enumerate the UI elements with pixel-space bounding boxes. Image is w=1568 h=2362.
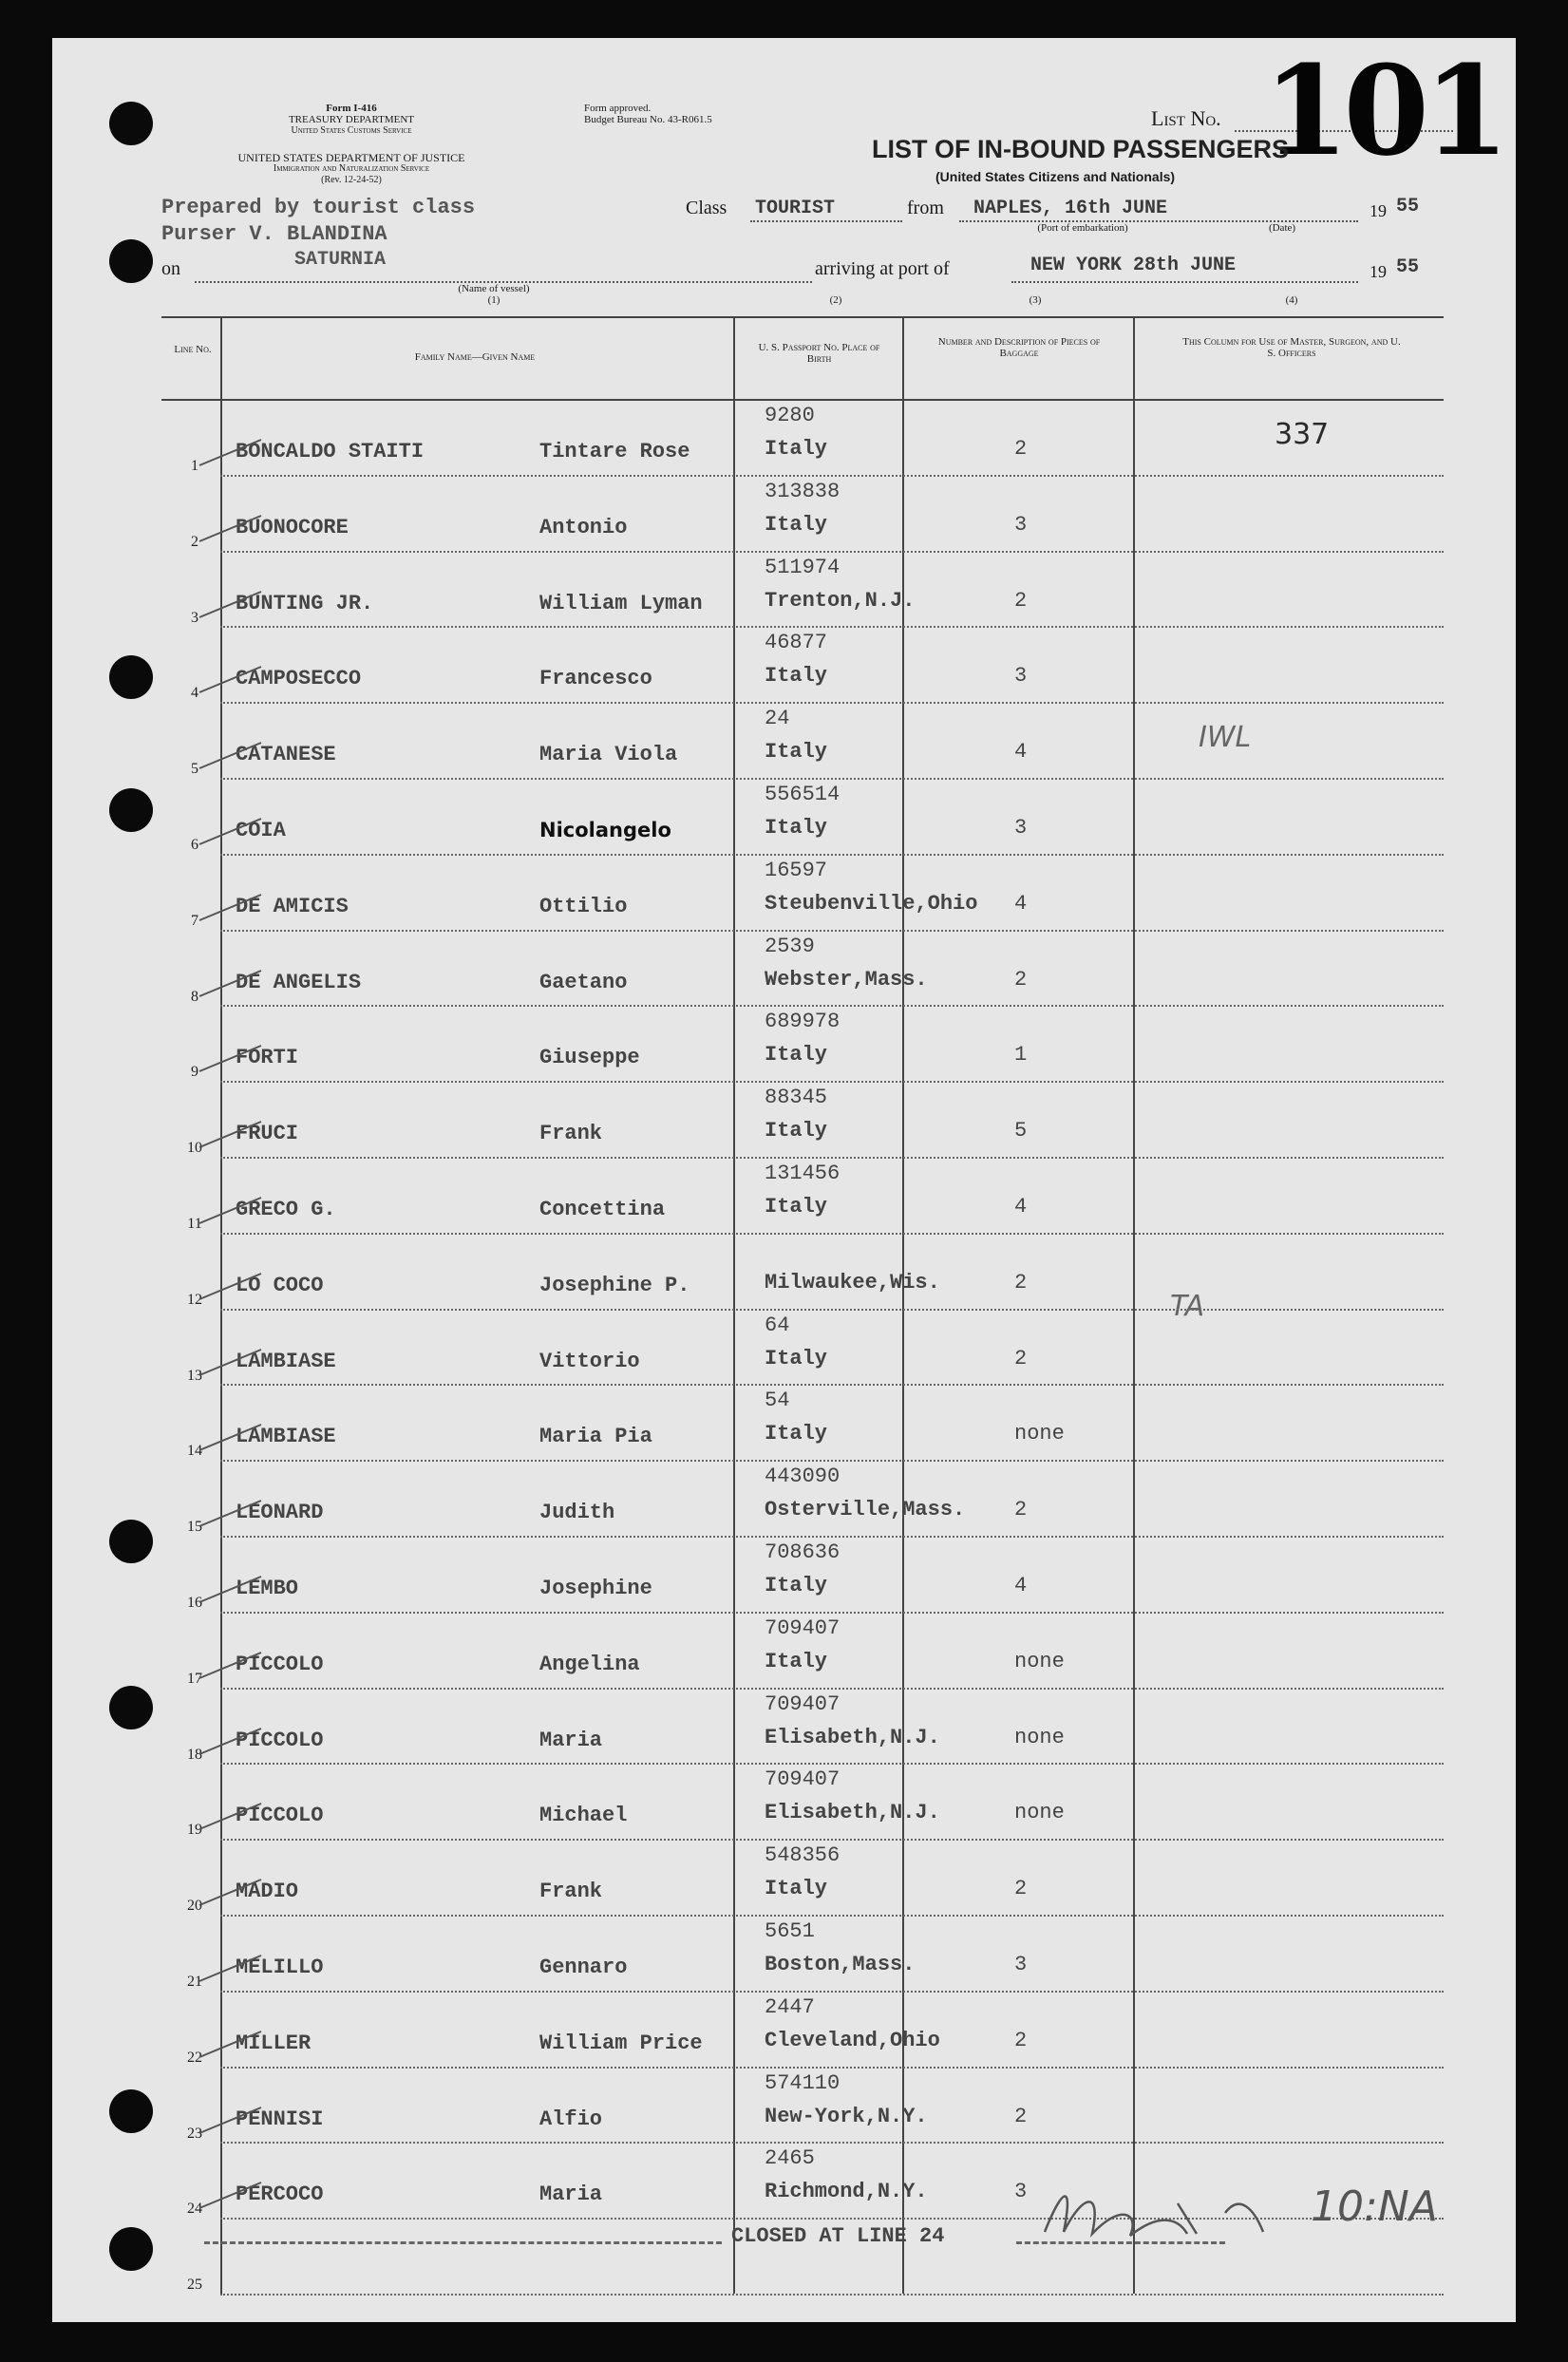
baggage-count: 3 [1014, 816, 1028, 840]
place-of-birth: Italy [765, 1119, 828, 1143]
row-separator [220, 1839, 1444, 1841]
family-name: LO COCO [236, 1274, 324, 1297]
baggage-count: 2 [1014, 1498, 1028, 1521]
purser-line: Purser V. BLANDINA [161, 222, 387, 246]
col-divider [1133, 316, 1135, 2294]
place-of-birth: Steubenville,Ohio [765, 892, 978, 916]
given-name: Judith [539, 1501, 615, 1524]
family-name: PICCOLO [236, 1653, 324, 1676]
place-of-birth: Italy [765, 664, 828, 688]
row-separator [220, 854, 1444, 856]
place-of-birth: Italy [765, 1195, 828, 1219]
check-mark-icon [195, 1038, 271, 1076]
binder-hole [109, 2227, 153, 2271]
row-separator [220, 626, 1444, 628]
given-name: Josephine P. [539, 1274, 690, 1297]
passport-number: 9280 [765, 404, 815, 427]
given-name: Maria [539, 2182, 603, 2206]
row-separator [220, 1915, 1444, 1917]
line-number: 23 [187, 2126, 202, 2142]
line-number: 3 [191, 610, 198, 626]
baggage-count: 1 [1014, 1043, 1028, 1067]
closing-rule-left [204, 2241, 722, 2244]
baggage-count: 3 [1014, 664, 1028, 688]
binder-hole [109, 2089, 153, 2133]
family-name: DE ANGELIS [236, 971, 362, 994]
place-of-birth: Italy [765, 1043, 828, 1067]
passport-number: 708636 [765, 1540, 841, 1564]
line-number: 25 [187, 2277, 202, 2293]
baggage-count: 4 [1014, 740, 1028, 764]
place-of-birth: Italy [765, 816, 828, 840]
binder-hole [109, 102, 153, 145]
page-title: LIST OF IN-BOUND PASSENGERS [872, 135, 1290, 163]
given-name: Josephine [539, 1577, 652, 1600]
place-of-birth: Milwaukee,Wis. [765, 1271, 940, 1294]
baggage-count: none [1014, 1422, 1065, 1446]
binder-hole [109, 1520, 153, 1563]
line-number: 21 [187, 1974, 202, 1990]
given-name: Maria Pia [539, 1425, 652, 1448]
department-block: UNITED STATES DEPARTMENT OF JUSTICE Immigration and Naturalization Service (Rev. 12-24-52) [237, 151, 465, 185]
vessel-caption: (Name of vessel) [458, 283, 530, 294]
given-name: Vittorio [539, 1350, 640, 1373]
passport-number: 709407 [765, 1767, 841, 1791]
closing-text: CLOSED AT LINE 24 [731, 2224, 945, 2248]
binder-hole [109, 788, 153, 832]
baggage-count: 2 [1014, 589, 1028, 613]
row-separator [220, 1991, 1444, 1993]
col-num-2: (2) [829, 294, 842, 306]
given-name: Angelina [539, 1653, 640, 1676]
line-number: 18 [187, 1747, 202, 1763]
row-separator [220, 930, 1444, 932]
place-of-birth: Italy [765, 1347, 828, 1370]
place-of-birth: Italy [765, 1574, 828, 1597]
passport-number: 131456 [765, 1162, 841, 1185]
approval-block: Form approved. Budget Bureau No. 43-R061.5 [584, 103, 712, 125]
baggage-count: 3 [1014, 1953, 1028, 1976]
check-mark-icon [195, 1417, 271, 1455]
baggage-count: 4 [1014, 1574, 1028, 1597]
class-label: Class [686, 198, 727, 218]
place-of-birth: Italy [765, 513, 828, 537]
line-number: 16 [187, 1595, 202, 1611]
given-name: William Lyman [539, 592, 703, 615]
row-separator [220, 1309, 1444, 1311]
place-of-birth: Italy [765, 1877, 828, 1900]
place-of-birth: Boston,Mass. [765, 1953, 916, 1976]
line-number: 15 [187, 1519, 202, 1535]
family-name: PENNISI [236, 2107, 324, 2131]
place-of-birth: Cleveland,Ohio [765, 2029, 940, 2052]
baggage-count: 2 [1014, 437, 1028, 461]
family-name: MILLER [236, 2031, 312, 2055]
year-label-2: 19 [1370, 262, 1387, 281]
baggage-count: 3 [1014, 513, 1028, 537]
line-number: 14 [187, 1443, 202, 1459]
check-mark-icon [195, 1493, 271, 1531]
given-name: Antonio [539, 516, 628, 539]
on-label: on [161, 258, 180, 279]
passport-number: 5651 [765, 1919, 815, 1943]
baggage-count: 2 [1014, 2105, 1028, 2128]
passport-number: 556514 [765, 783, 841, 806]
year-value-2: 55 [1396, 256, 1420, 278]
line-number: 22 [187, 2050, 202, 2066]
given-name: Francesco [539, 667, 652, 690]
col-divider [733, 316, 735, 2294]
table-top-border [161, 316, 1444, 318]
col-header-baggage: Number and Description of Pieces of Baggage [937, 336, 1101, 359]
row-separator [220, 1460, 1444, 1462]
line-number: 13 [187, 1368, 202, 1384]
given-name: Frank [539, 1122, 603, 1145]
list-no-label: List No. [1151, 106, 1221, 130]
check-mark-icon [195, 1872, 271, 1910]
line-number: 24 [187, 2201, 202, 2217]
vessel-value: SATURNIA [294, 249, 387, 271]
baggage-count: 4 [1014, 892, 1028, 916]
row-separator [220, 1688, 1444, 1690]
place-of-birth: Elisabeth,N.J. [765, 1801, 940, 1824]
baggage-count: 2 [1014, 1271, 1028, 1294]
place-of-birth: Trenton,N.J. [765, 589, 916, 613]
place-of-birth: New-York,N.Y. [765, 2105, 928, 2128]
from-label: from [907, 198, 944, 218]
prepared-by: Prepared by tourist class [161, 196, 476, 219]
line-number: 10 [187, 1140, 202, 1156]
check-mark-icon [195, 1796, 271, 1834]
row-separator [220, 1763, 1444, 1765]
check-mark-icon [195, 584, 271, 622]
given-name: Maria [539, 1729, 603, 1752]
check-mark-icon [195, 1645, 271, 1683]
line-number: 12 [187, 1292, 202, 1308]
officer-note: IWL [1199, 721, 1252, 754]
given-name: Nicolangelo [539, 819, 671, 841]
passport-number: 2465 [765, 2146, 815, 2170]
family-name: CAMPOSECCO [236, 667, 362, 690]
check-mark-icon [195, 1266, 271, 1304]
check-mark-icon [195, 2100, 271, 2138]
family-name: LEONARD [236, 1501, 324, 1524]
check-mark-icon [195, 963, 271, 1001]
col-divider [902, 316, 904, 2294]
baggage-count: none [1014, 1726, 1065, 1749]
row-separator [220, 1233, 1444, 1235]
family-name: BUNTING JR. [236, 592, 374, 615]
family-name: MELILLO [236, 1956, 324, 1979]
officer-note: TA [1170, 1290, 1205, 1323]
baggage-count: 2 [1014, 1877, 1028, 1900]
arriving-label: arriving at port of [815, 258, 950, 279]
arriving-value: NEW YORK 28th JUNE [1030, 255, 1237, 276]
col-header-line-no: Line No. [174, 344, 212, 355]
family-name: PERCOCO [236, 2182, 324, 2206]
family-name: LAMBIASE [236, 1350, 336, 1373]
given-name: Gennaro [539, 1956, 628, 1979]
year-label: 19 [1370, 201, 1387, 220]
family-name: CATANESE [236, 743, 336, 766]
check-mark-icon [195, 508, 271, 546]
baggage-count: 2 [1014, 1347, 1028, 1370]
passport-number: 2447 [765, 1995, 815, 2019]
place-of-birth: Italy [765, 740, 828, 764]
given-name: Maria Viola [539, 743, 678, 766]
from-value: NAPLES, 16th JUNE [973, 198, 1168, 219]
baggage-count: none [1014, 1801, 1065, 1824]
col-header-officers: This Column for Use of Master, Surgeon, and U. S. Officers [1182, 336, 1401, 359]
place-of-birth: Italy [765, 1422, 828, 1446]
line-number: 20 [187, 1898, 202, 1914]
given-name: Ottilio [539, 895, 628, 918]
baggage-count: 2 [1014, 2029, 1028, 2052]
family-name: LAMBIASE [236, 1425, 336, 1448]
passport-number: 443090 [765, 1464, 841, 1488]
passport-number: 16597 [765, 859, 828, 882]
check-mark-icon [195, 432, 271, 470]
row-separator [220, 2294, 1444, 2296]
family-name: DE AMICIS [236, 895, 349, 918]
col-header-name: Family Name—Given Name [414, 351, 536, 363]
family-name: PICCOLO [236, 1804, 324, 1827]
check-mark-icon [195, 1721, 271, 1759]
row-separator [220, 551, 1444, 553]
col-num-4: (4) [1285, 294, 1298, 306]
row-separator [220, 1612, 1444, 1614]
col-num-1: (1) [487, 294, 501, 306]
officer-signature [1035, 2175, 1282, 2251]
col-num-3: (3) [1029, 294, 1042, 306]
binder-hole [109, 239, 153, 283]
passport-number: 54 [765, 1389, 790, 1412]
family-name: PICCOLO [236, 1729, 324, 1752]
line-number: 4 [191, 685, 198, 701]
page-subtitle: (United States Citizens and Nationals) [935, 169, 1176, 184]
family-name: GRECO G. [236, 1198, 336, 1221]
family-name: LEMBO [236, 1577, 299, 1600]
given-name: Tintare Rose [539, 440, 690, 463]
row-separator [220, 1081, 1444, 1083]
family-name: FRUCI [236, 1122, 299, 1145]
check-mark-icon [195, 1948, 271, 1986]
line-number: 19 [187, 1822, 202, 1838]
row-separator [220, 2067, 1444, 2069]
row-separator [220, 475, 1444, 477]
place-of-birth: Osterville,Mass. [765, 1498, 966, 1521]
passport-number: 511974 [765, 556, 841, 579]
check-mark-icon [195, 1190, 271, 1228]
passport-number: 313838 [765, 480, 841, 503]
line-number: 1 [191, 458, 198, 474]
line-number: 5 [191, 761, 198, 777]
closing-signature-note: 10:NA [1311, 2182, 1438, 2231]
given-name: Gaetano [539, 971, 628, 994]
place-of-birth: Richmond,N.Y. [765, 2180, 928, 2203]
baggage-count: 3 [1014, 2180, 1028, 2203]
line-number: 2 [191, 534, 198, 550]
binder-hole [109, 1686, 153, 1729]
baggage-count: 2 [1014, 968, 1028, 992]
baggage-count: 4 [1014, 1195, 1028, 1219]
officer-note: 337 [1275, 418, 1330, 451]
line-number: 11 [187, 1216, 202, 1232]
binder-hole [109, 655, 153, 699]
baggage-count: none [1014, 1650, 1065, 1673]
header-bottom-border [161, 399, 1444, 401]
given-name: Frank [539, 1880, 603, 1903]
check-mark-icon [195, 659, 271, 697]
passport-number: 46877 [765, 631, 828, 654]
family-name: COIA [236, 819, 286, 842]
check-mark-icon [195, 1342, 271, 1380]
date-caption: (Date) [1268, 222, 1296, 234]
passport-number: 2539 [765, 935, 815, 958]
check-mark-icon [195, 1114, 271, 1152]
passport-number: 709407 [765, 1692, 841, 1716]
check-mark-icon [195, 811, 271, 849]
passport-number: 548356 [765, 1843, 841, 1867]
check-mark-icon [195, 887, 271, 925]
class-value: TOURIST [755, 198, 836, 219]
passport-number: 88345 [765, 1086, 828, 1109]
given-name: Concettina [539, 1198, 666, 1221]
family-name: FORTI [236, 1046, 299, 1069]
place-of-birth: Webster,Mass. [765, 968, 928, 992]
given-name: Alfio [539, 2107, 603, 2131]
row-separator [220, 1384, 1444, 1386]
place-of-birth: Italy [765, 1650, 828, 1673]
baggage-count: 5 [1014, 1119, 1028, 1143]
row-separator [220, 702, 1444, 704]
list-no-value: 101 [1263, 38, 1504, 183]
check-mark-icon [195, 2175, 271, 2213]
line-number: 8 [191, 989, 198, 1005]
check-mark-icon [195, 2024, 271, 2062]
line-number: 6 [191, 837, 198, 853]
row-separator [220, 2142, 1444, 2144]
family-name: MADIO [236, 1880, 299, 1903]
given-name: Michael [539, 1804, 628, 1827]
passport-number: 64 [765, 1313, 790, 1337]
row-separator [220, 1157, 1444, 1159]
row-separator [220, 1005, 1444, 1007]
row-separator [220, 778, 1444, 780]
given-name: William Price [539, 2031, 703, 2055]
family-name: BONCALDO STAITI [236, 440, 425, 463]
given-name: Giuseppe [539, 1046, 640, 1069]
form-number-block: Form I-416 TREASURY DEPARTMENT United States Customs Service [288, 103, 415, 136]
place-of-birth: Italy [765, 437, 828, 461]
row-separator [220, 1536, 1444, 1538]
year-value: 55 [1396, 196, 1420, 217]
passport-number: 574110 [765, 2071, 841, 2095]
passport-number: 24 [765, 707, 790, 730]
line-number: 17 [187, 1671, 202, 1687]
passport-number: 709407 [765, 1616, 841, 1640]
col-header-passport: U. S. Passport No. Place of Birth [758, 342, 880, 365]
passport-number: 689978 [765, 1010, 841, 1033]
line-number: 7 [191, 913, 198, 929]
line-number: 9 [191, 1064, 198, 1080]
check-mark-icon [195, 735, 271, 773]
family-name: BUONOCORE [236, 516, 349, 539]
place-of-birth: Elisabeth,N.J. [765, 1726, 940, 1749]
port-caption: (Port of embarkation) [1037, 222, 1128, 234]
check-mark-icon [195, 1569, 271, 1607]
